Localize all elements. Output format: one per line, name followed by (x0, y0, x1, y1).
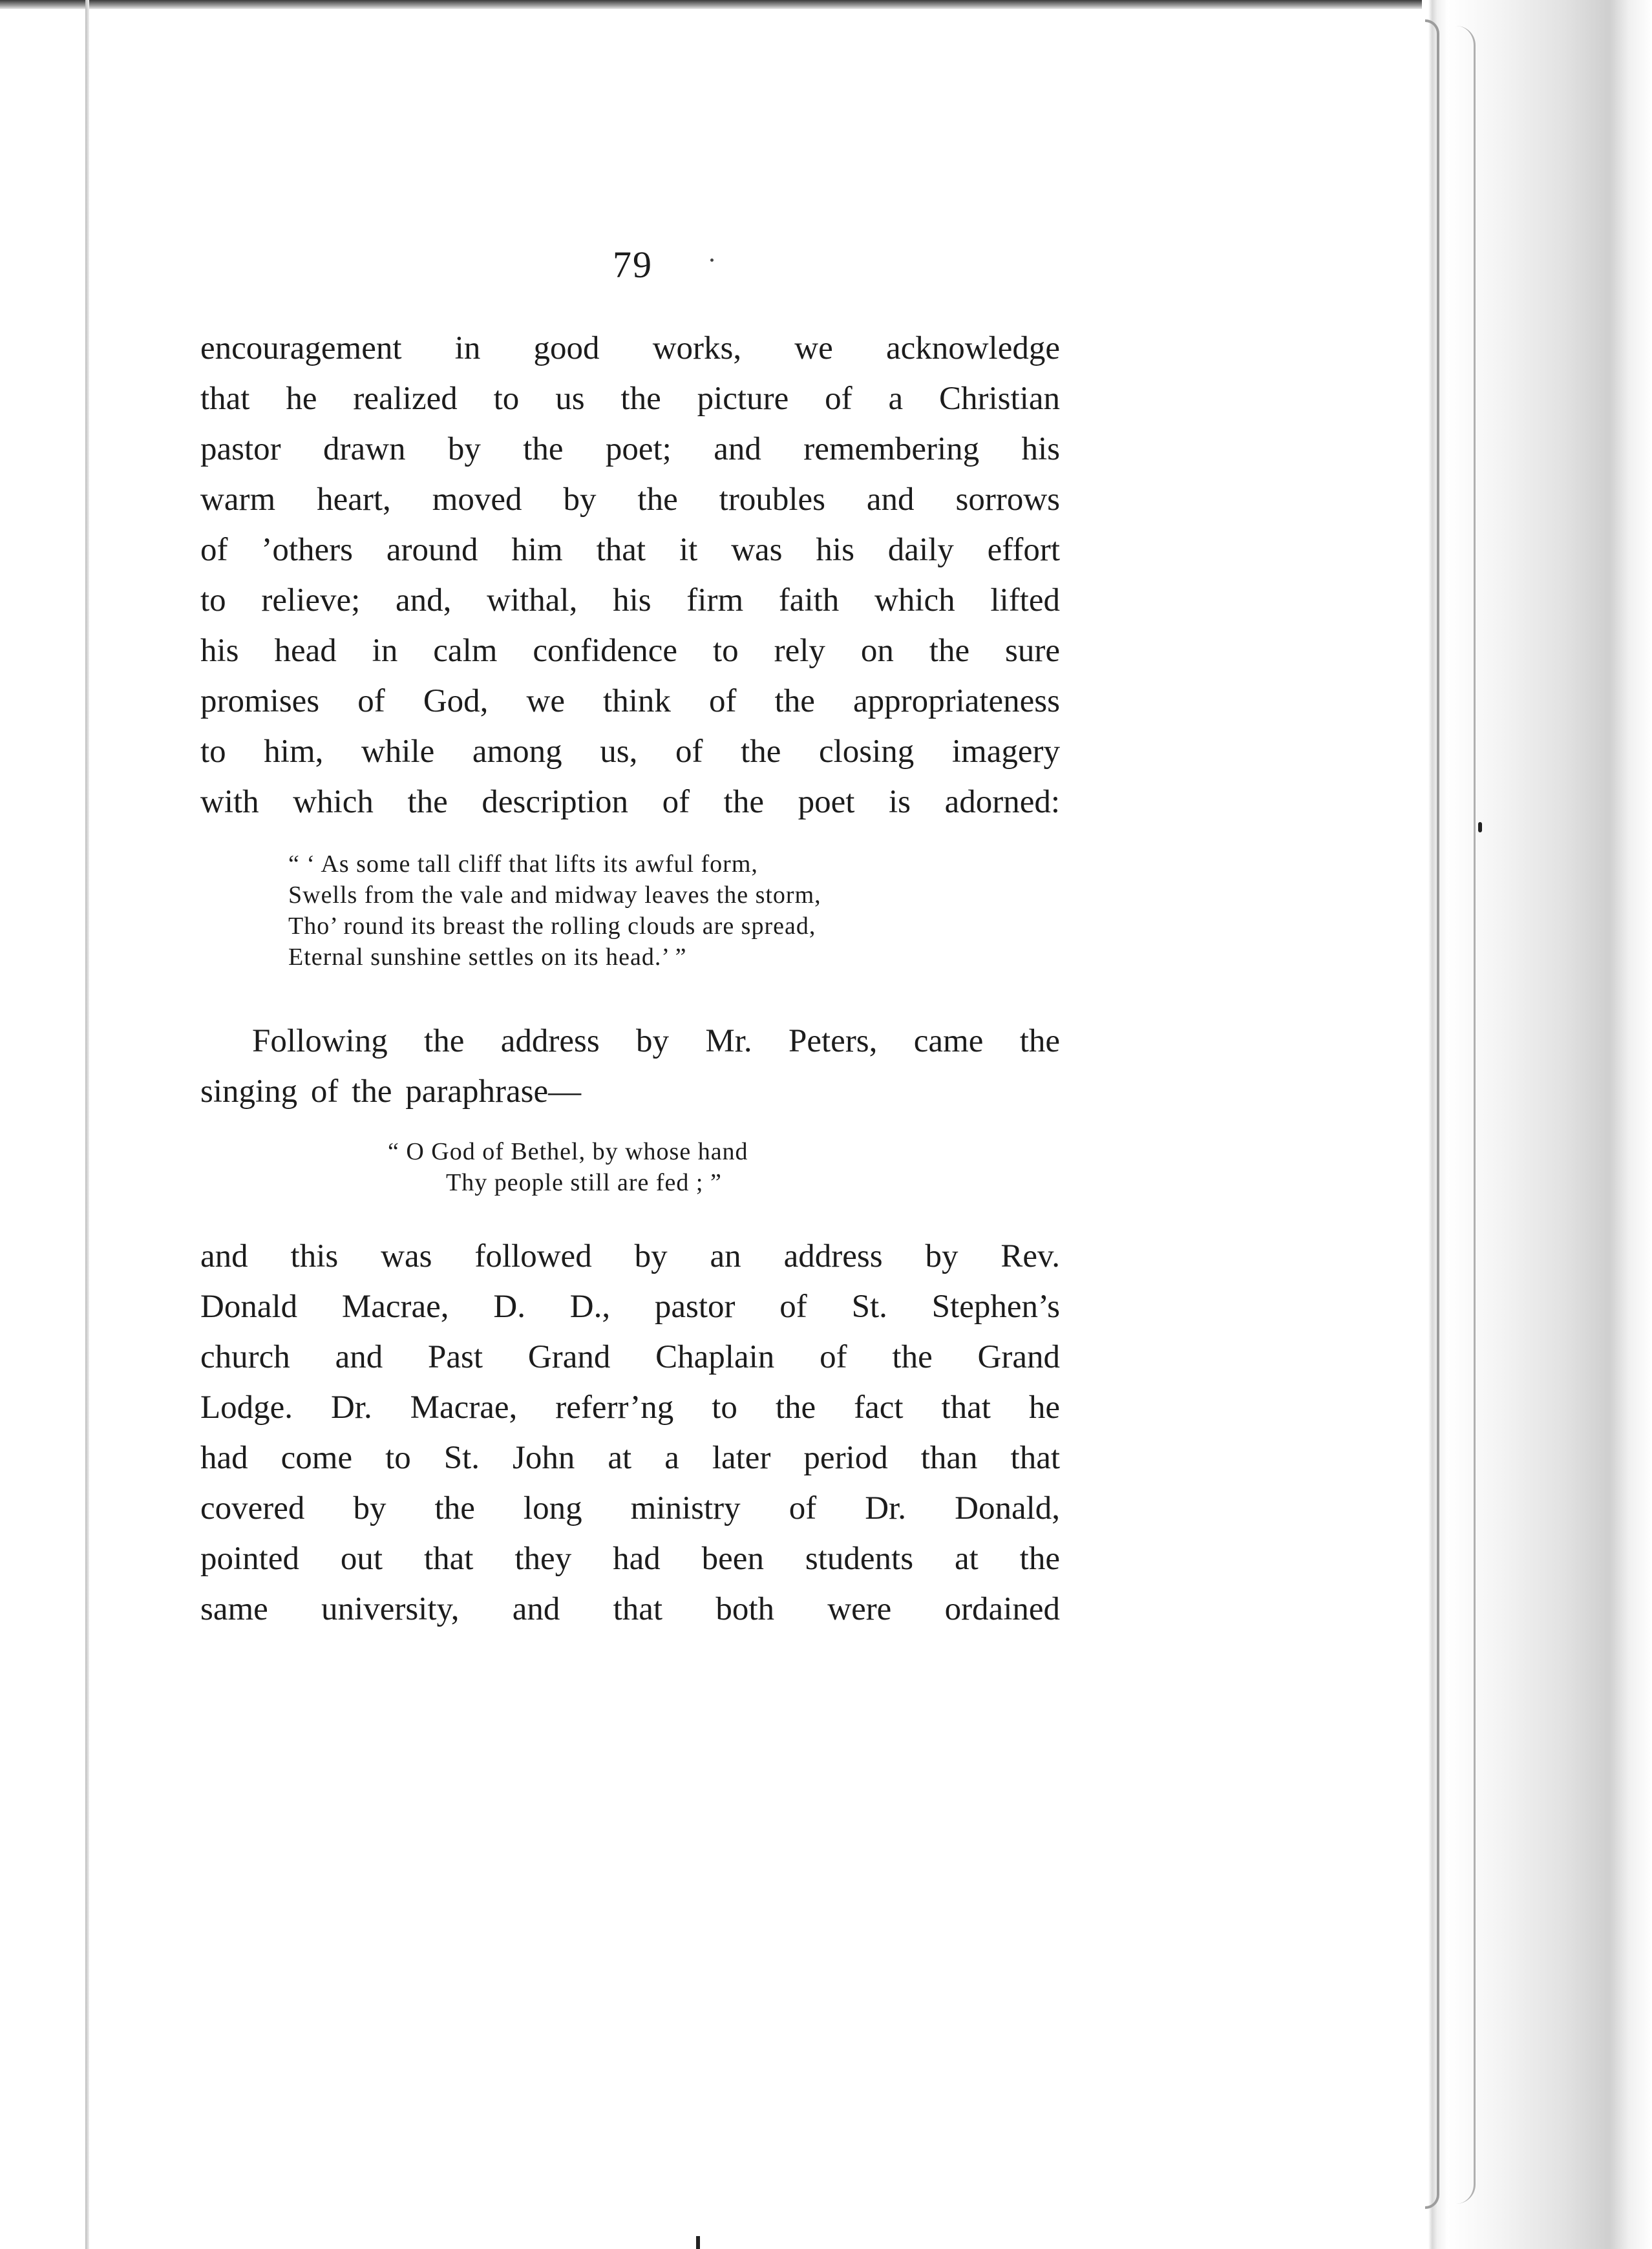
text-line: church and Past Grand Chaplain of the Grand (200, 1339, 1060, 1375)
text-line: Lodge. Dr. Macrae, referr’ng to the fact that he (200, 1389, 1060, 1426)
cover-edge (1448, 26, 1476, 2204)
verse-line: Tho’ round its breast the rolling clouds are spread, (288, 913, 816, 940)
verse-line: Thy people still are fed ; ” (446, 1169, 722, 1196)
scan-mark-bottom (696, 2236, 700, 2249)
verse-line: “ ‘ As some tall cliff that lifts its awful form, (288, 850, 758, 878)
text-line: and this was followed by an address by Rev. (200, 1238, 1060, 1274)
text-line: that he realized to us the picture of a Christian (200, 381, 1060, 417)
text-line: to him, while among us, of the closing imagery (200, 734, 1060, 770)
text-line: covered by the long ministry of Dr. Donald, (200, 1490, 1060, 1526)
text-line: had come to St. John at a later period than that (200, 1440, 1060, 1476)
scan-top-edge (0, 0, 1652, 9)
text-line: singing of the paraphrase— (200, 1073, 582, 1110)
scan-speck (710, 259, 714, 262)
verse-line: Swells from the vale and midway leaves the storm, (288, 882, 821, 909)
text-line: Donald Macrae, D. D., pastor of St. Stephen’s (200, 1289, 1060, 1325)
page-curl-border (1425, 19, 1439, 2209)
text-line: Following the address by Mr. Peters, came the (252, 1023, 1060, 1059)
paragraph-2-second-line (200, 1066, 581, 1117)
text-line: pastor drawn by the poet; and remembering his (200, 431, 1060, 467)
scan-mark (1478, 822, 1482, 832)
text-line: his head in calm confidence to rely on the sure (200, 633, 1060, 669)
text-line: pointed out that they had been students at the (200, 1541, 1060, 1577)
text-line: warm heart, moved by the troubles and sorrows (200, 481, 1060, 518)
text-line: of ’others around him that it was his daily effort (200, 532, 1060, 568)
text-line: same university, and that both were ordained (200, 1591, 1060, 1627)
paragraph-3 (200, 1231, 1060, 1634)
paragraph-2-first-line (252, 1016, 1060, 1066)
page-gutter (85, 0, 89, 2249)
verse-quotation-2 (388, 1136, 905, 1198)
text-line: promises of God, we think of the appropriateness (200, 683, 1060, 719)
page-number: 79 (613, 244, 653, 286)
text-line: to relieve; and, withal, his firm faith which lifted (200, 582, 1060, 618)
text-line: with which the description of the poet is adorned: (200, 784, 1060, 820)
verse-quotation-1 (288, 849, 999, 973)
text-line: encouragement in good works, we acknowledge (200, 330, 1060, 366)
verse-line: Eternal sunshine settles on its head.’ ” (288, 944, 687, 971)
paragraph-1 (200, 323, 1060, 827)
verse-line: “ O God of Bethel, by whose hand (388, 1138, 748, 1165)
